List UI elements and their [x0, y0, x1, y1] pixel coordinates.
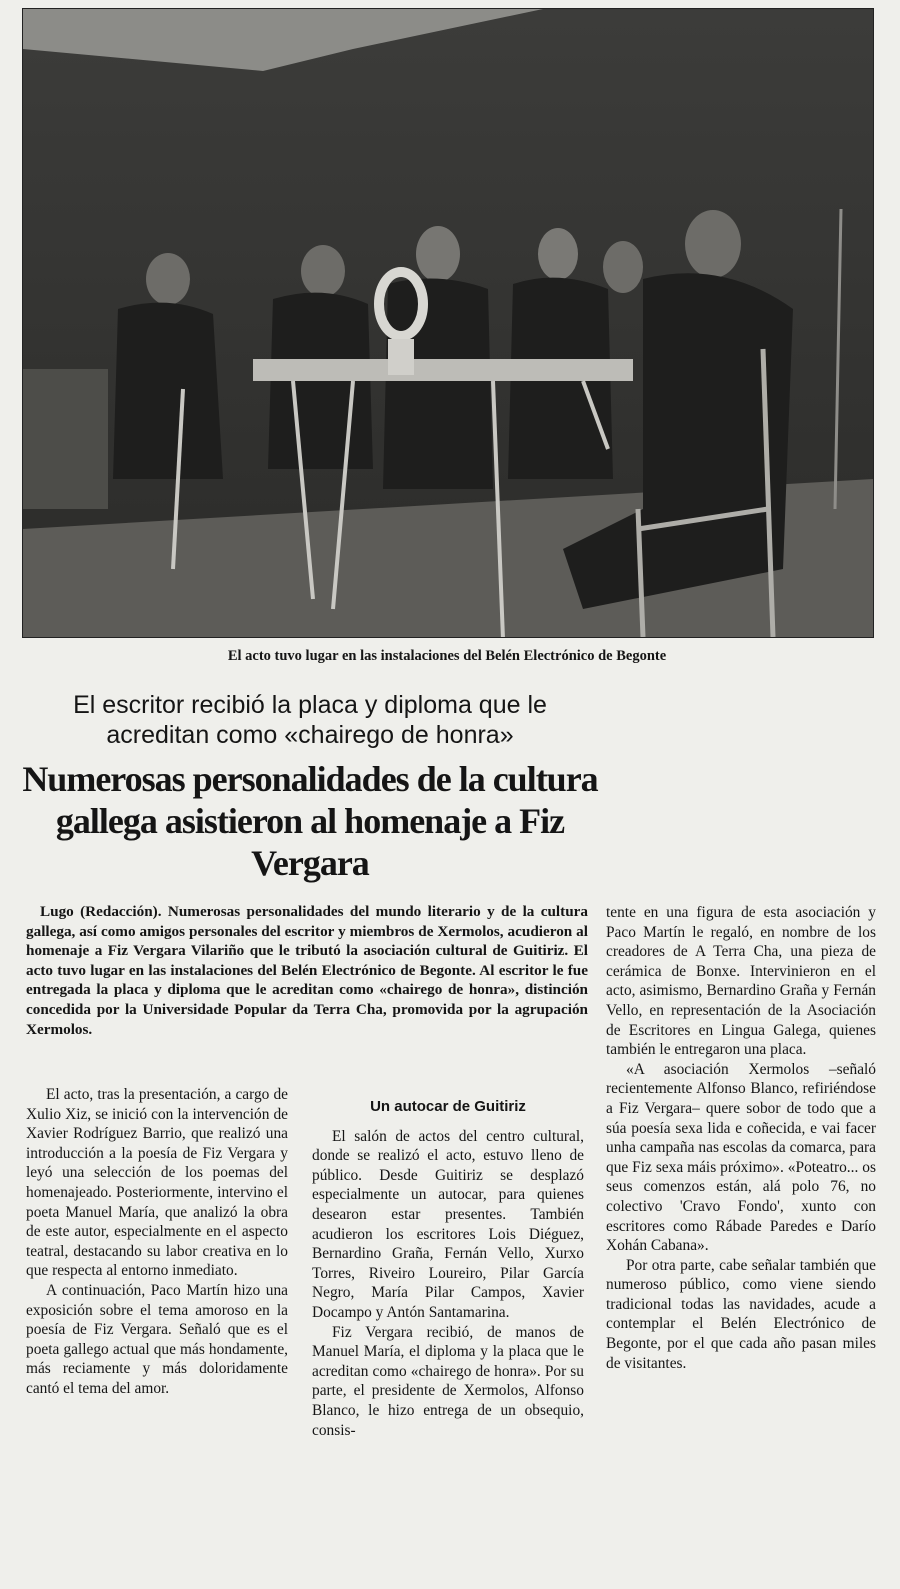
col3-paragraph-0: tente en una figura de esta asociación y Paco Martín le regaló, en nombre de los creadores de A Terra Cha, una pieza de cerámica de Bonxe. Intervinieron en el acto, asimismo, Bernardino Graña y Fernán Vello, en representación de la Asociación de Escritores en Lingua Galega, quienes también le entregaron una placa.	[606, 904, 876, 1059]
lead-paragraph	[26, 902, 588, 1039]
col1-paragraph-1: El acto, tras la presentación, a cargo de Xulio Xiz, se inició con la intervención de Xavier Rodríguez Barrio, que realizó una introducción a la poesía de Fiz Vergara y leyó una selección de los poemas del homenajeado. Posteriormente, intervino el poeta Manuel María, que analizó la obra de este autor, especialmente en el aspecto teatral, destacando su labor creativa en lo que respecta al entorno inmediato.	[26, 1086, 288, 1280]
headline: Numerosas personalidades de la cultura gallega asistieron al homenaje a Fiz Vergara	[22, 759, 598, 883]
column-2	[312, 1085, 584, 1440]
col2-paragraph-1: El salón de actos del centro cultural, donde se realizó el acto, estuvo lleno de público. Desde Guitiriz se desplazó especialmente un autocar, para quienes desearon estar presentes. También acudieron los escritores Lois Diéguez, Bernardino Graña, Fernán Vello, Xurxo Torres, Riveiro Loureiro, Pilar García Negro, María Pilar Campos, Xavier Docampo y Antón Santamarina.	[312, 1127, 584, 1321]
col2-subhead: Un autocar de Guitiriz	[370, 1098, 526, 1115]
photo-scene	[23, 9, 873, 637]
photo-caption: El acto tuvo lugar en las instalaciones del Belén Electrónico de Begonte	[227, 648, 667, 664]
kicker: El escritor recibió la placa y diploma que le acreditan como «chairego de honra»	[73, 691, 547, 749]
column-1	[26, 1085, 288, 1399]
col2-paragraph-2: Fiz Vergara recibió, de manos de Manuel María, el diploma y la placa que le acreditan como «chairego de honra». Por su parte, el presidente de Xermolos, Alfonso Blanco, le hizo entrega de un obsequio, consis-	[312, 1323, 584, 1439]
news-photo	[22, 8, 874, 638]
column-3	[606, 903, 876, 1373]
col1-paragraph-2: A continuación, Paco Martín hizo una exposición sobre el tema amoroso en la poesía de Fiz Vergara. Señaló que es el poeta gallego actual que más hondamente, más reciamente y más doloridamente cantó el tema del amor.	[26, 1281, 288, 1397]
col3-paragraph-2: Por otra parte, cabe señalar también que numeroso público, como viene siendo tradicional todas las navidades, acude a contemplar el Belén Electrónico de Begonte, por el que cada año pasan miles de visitantes.	[606, 1256, 876, 1372]
col3-paragraph-1: «A asociación Xermolos –señaló recientemente Alfonso Blanco, refiriéndose a Fiz Vergara– quere sobor de todo que a súa poesía sexa lida e coñecida, e vai facer unha campaña nas escolas da comarca, para que Fiz sexa máis próximo». «Poteatro... os seus comenzos están, alá polo 76, no colectivo 'Cravo Fondo', xunto con escritores como Rábade Paredes e Darío Xohán Cabana».	[606, 1060, 876, 1255]
lead-text: Lugo (Redacción). Numerosas personalidades del mundo literario y de la cultura gallega, así como amigos personales del escritor y miembros de Xermolos, acudieron al homenaje a Fiz Vergara Vilariño que le tributó la asociación cultural de Guitiriz. El acto tuvo lugar en las instalaciones del Belén Electrónico de Begonte. Al escritor le fue entregada la placa y diploma que le acreditan como «chairego de honra», distinción concedida por la Universidade Popular da Terra Cha, promovida por la agrupación Xermolos.	[26, 903, 588, 1038]
